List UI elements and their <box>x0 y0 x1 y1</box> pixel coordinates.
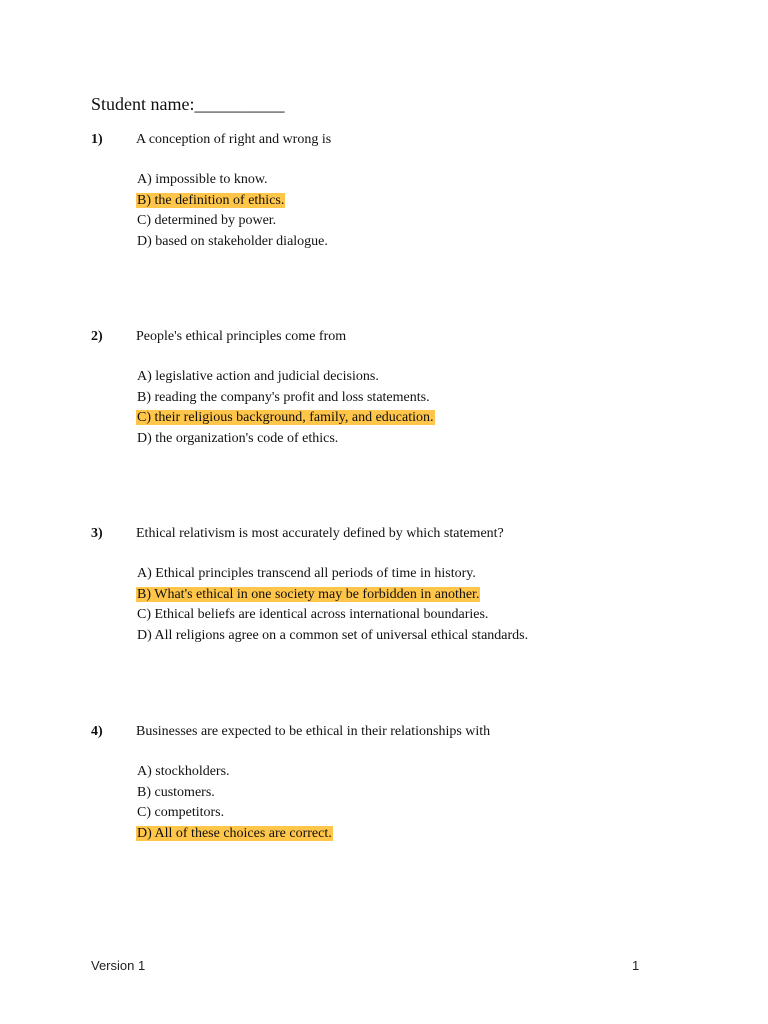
answer-options <box>136 170 329 253</box>
footer-page-number: 1 <box>632 958 640 973</box>
footer-version: Version 1 <box>91 958 146 973</box>
question-3 <box>91 524 731 644</box>
option-b: B) reading the company's profit and loss statements. <box>137 389 430 405</box>
option-a: A) impossible to know. <box>137 172 268 187</box>
option-d: D) All religions agree on a common set of universal ethical standards. <box>137 628 529 644</box>
question-number: 3) <box>91 526 103 541</box>
option-c: C) competitors. <box>137 805 225 821</box>
question-1 <box>91 130 731 250</box>
question-number: 4) <box>91 724 103 739</box>
answer-options <box>136 564 529 647</box>
option-b-highlighted: B) What's ethical in one society may be forbidden in another. <box>137 586 480 602</box>
option-c: C) determined by power. <box>137 213 277 229</box>
question-text: Businesses are expected to be ethical in their relationships with <box>136 724 491 739</box>
option-a: A) stockholders. <box>137 764 230 779</box>
option-b-highlighted: B) the definition of ethics. <box>137 192 285 208</box>
option-a: A) legislative action and judicial decisions. <box>137 369 379 384</box>
question-text: Ethical relativism is most accurately defined by which statement? <box>136 526 504 541</box>
question-number: 1) <box>91 132 103 147</box>
question-text: People's ethical principles come from <box>136 329 347 344</box>
question-2 <box>91 327 731 447</box>
option-c-highlighted: C) their religious background, family, and education. <box>137 410 434 426</box>
option-a: A) Ethical principles transcend all periods of time in history. <box>137 566 476 581</box>
option-d-highlighted: D) All of these choices are correct. <box>137 826 332 842</box>
question-text: A conception of right and wrong is <box>136 132 332 147</box>
option-d: D) the organization's code of ethics. <box>137 431 339 447</box>
option-c: C) Ethical beliefs are identical across international boundaries. <box>137 607 489 623</box>
student-name-label: Student name:__________ <box>91 94 285 114</box>
answer-options <box>136 367 435 450</box>
option-b: B) customers. <box>137 784 215 800</box>
question-4 <box>91 722 731 842</box>
answer-options <box>136 762 333 845</box>
question-number: 2) <box>91 329 103 344</box>
option-d: D) based on stakeholder dialogue. <box>137 234 328 250</box>
